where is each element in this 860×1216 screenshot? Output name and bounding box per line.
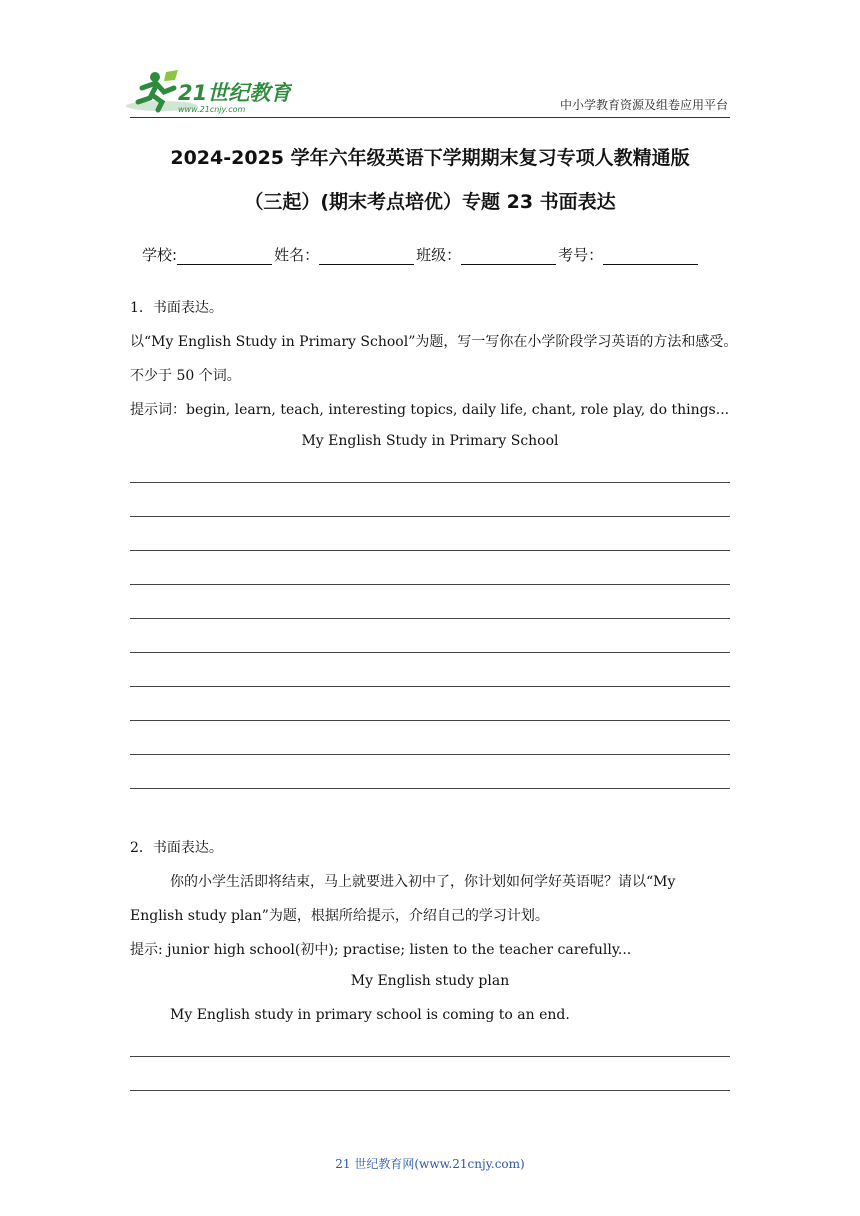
footer-source: 21 世纪教育网(www.21cnjy.com) <box>335 1157 525 1171</box>
q1-writing-line[interactable] <box>130 788 730 789</box>
q1-essay-title: My English Study in Primary School <box>301 433 559 449</box>
class-field[interactable] <box>461 246 556 265</box>
q1-writing-line[interactable] <box>130 516 730 517</box>
school-field[interactable] <box>177 246 272 265</box>
q1-writing-line[interactable] <box>130 754 730 755</box>
q2-hint: 提示: junior high school(初中); practise; listen to the teacher carefully... <box>130 942 632 958</box>
page-title-line-2: （三起）(期末考点培优）专题 23 书面表达 <box>244 191 616 213</box>
logo-text: 21世纪教育 <box>178 81 292 105</box>
q1-prompt-line-1: 以“My English Study in Primary School”为题，写一写你在小学阶段学习英语的方法和感受。 <box>130 334 738 350</box>
class-label: 班级： <box>416 246 462 264</box>
q2-opening-sentence: My English study in primary school is coming to an end. <box>170 1007 570 1023</box>
student-info <box>142 244 700 265</box>
q2-prompt-line-2: English study plan”为题，根据所给提示，介绍自己的学习计划。 <box>130 908 549 924</box>
q1-heading: 1．书面表达。 <box>130 300 223 316</box>
page-title-line-1: 2024-2025 学年六年级英语下学期期末复习专项人教精通版 <box>170 147 690 169</box>
q1-writing-line[interactable] <box>130 686 730 687</box>
number-label: 考号： <box>558 246 604 264</box>
logo-url: www.21cnjy.com <box>178 105 246 114</box>
header-divider <box>130 117 730 118</box>
q2-heading: 2．书面表达。 <box>130 840 223 856</box>
brand-logo <box>122 68 292 116</box>
q1-writing-line[interactable] <box>130 584 730 585</box>
q1-prompt-line-2: 不少于 50 个词。 <box>130 368 241 384</box>
q1-writing-line[interactable] <box>130 652 730 653</box>
q1-writing-line[interactable] <box>130 482 730 483</box>
q2-writing-line[interactable] <box>130 1056 730 1057</box>
number-field[interactable] <box>603 246 698 265</box>
platform-name: 中小学教育资源及组卷应用平台 <box>559 98 728 112</box>
q2-prompt-line-1: 你的小学生活即将结束，马上就要进入初中了，你计划如何学好英语呢？请以“My <box>170 874 676 890</box>
q2-essay-title: My English study plan <box>350 973 510 989</box>
name-label: 姓名： <box>274 246 320 264</box>
q2-writing-line[interactable] <box>130 1090 730 1091</box>
school-label: 学校: <box>142 246 178 264</box>
q1-writing-line[interactable] <box>130 720 730 721</box>
name-field[interactable] <box>319 246 414 265</box>
q1-writing-line[interactable] <box>130 618 730 619</box>
q1-hint: 提示词：begin, learn, teach, interesting topics, daily life, chant, role play, do things... <box>130 402 730 418</box>
q1-writing-line[interactable] <box>130 550 730 551</box>
